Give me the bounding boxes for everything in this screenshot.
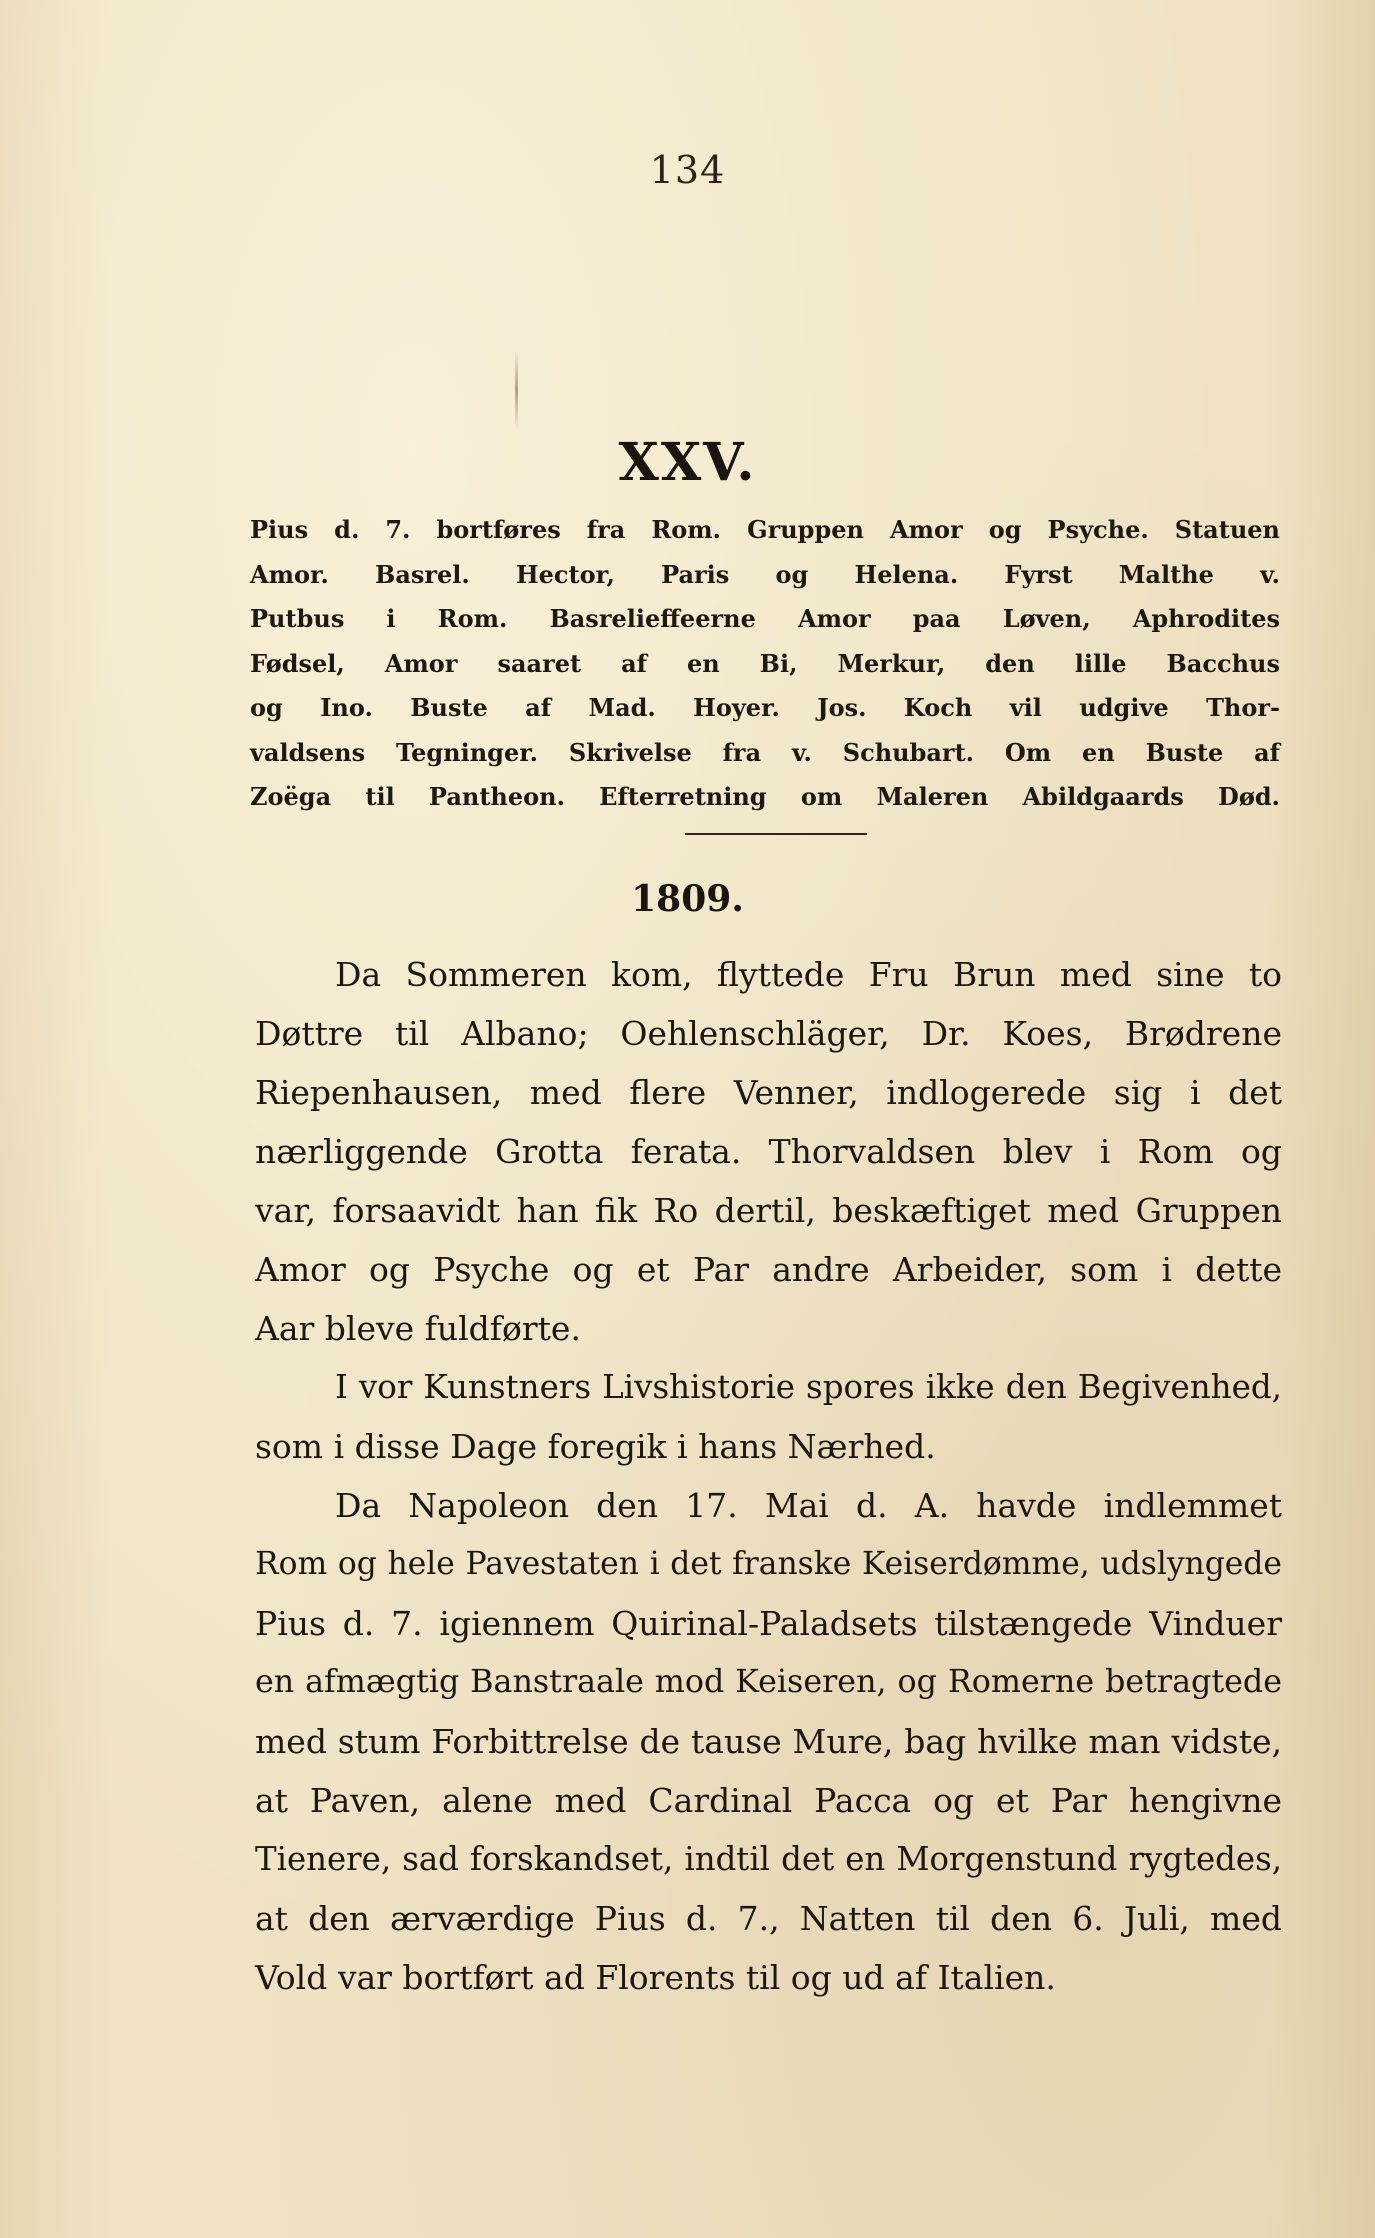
body-text: [255, 945, 1282, 2007]
body-line: Døttre til Albano; Oehlenschläger, Dr. Koes, Brødrene: [255, 1014, 1282, 1053]
body-line: Da Sommeren kom, flyttede Fru Brun med sine to: [335, 955, 1282, 994]
body-line: som i disse Dage foregik i hans Nærhed.: [255, 1427, 936, 1466]
body-line: at Paven, alene med Cardinal Pacca og et Par hengivne: [255, 1781, 1282, 1820]
body-line: at den ærværdige Pius d. 7., Natten til den 6. Juli, med: [255, 1899, 1282, 1938]
body-line: Tienere, sad forskandset, indtil det en Morgenstund rygtedes,: [255, 1840, 1282, 1878]
body-line: Vold var bortført ad Florents til og ud af Italien.: [255, 1958, 1056, 1997]
summary-line: Fødsel, Amor saaret af en Bi, Merkur, den lille Bacchus: [250, 648, 1280, 678]
body-line: var, forsaavidt han fik Ro dertil, beskæftiget med Gruppen: [255, 1191, 1282, 1230]
section-divider: [685, 833, 867, 835]
body-line: Riepenhausen, med flere Venner, indlogerede sig i det: [255, 1073, 1282, 1112]
body-line: en afmægtig Banstraale mod Keiseren, og Romerne betragtede: [255, 1664, 1282, 1700]
body-line: I vor Kunstners Livshistorie spores ikke den Begivenhed,: [335, 1368, 1282, 1406]
page-number: 134: [649, 148, 726, 192]
summary-line: Zoëga til Pantheon. Efterretning om Maleren Abildgaards Død.: [250, 782, 1280, 811]
summary-line: Pius d. 7. bortføres fra Rom. Gruppen Amor og Psyche. Statuen: [250, 515, 1280, 544]
body-line: Rom og hele Pavestaten i det franske Keiserdømme, udslyngede: [255, 1546, 1282, 1582]
body-line: Amor og Psyche og et Par andre Arbeider, som i dette: [255, 1250, 1282, 1289]
summary-line: og Ino. Buste af Mad. Hoyer. Jos. Koch vil udgive Thor-: [250, 693, 1280, 722]
body-line: nærliggende Grotta ferata. Thorvaldsen blev i Rom og: [255, 1132, 1282, 1171]
body-line: Pius d. 7. igiennem Quirinal-Paladsets tilstængede Vinduer: [255, 1604, 1282, 1643]
year-heading: 1809.: [631, 878, 744, 920]
summary-line: valdsens Tegninger. Skrivelse fra v. Schubart. Om en Buste af: [250, 737, 1280, 767]
summary-line: Amor. Basrel. Hector, Paris og Helena. Fyrst Malthe v.: [250, 559, 1280, 589]
body-line: Da Napoleon den 17. Mai d. A. havde indlemmet: [335, 1486, 1282, 1525]
summary-line: Putbus i Rom. Basrelieffeerne Amor paa Løven, Aphrodites: [250, 604, 1280, 633]
bleed-through-mark: [515, 350, 518, 430]
body-line: med stum Forbittrelse de tause Mure, bag hvilke man vidste,: [255, 1722, 1282, 1761]
chapter-heading: XXV.: [618, 432, 757, 493]
chapter-summary: [250, 508, 1280, 820]
body-line: Aar bleve fuldførte.: [255, 1309, 581, 1348]
